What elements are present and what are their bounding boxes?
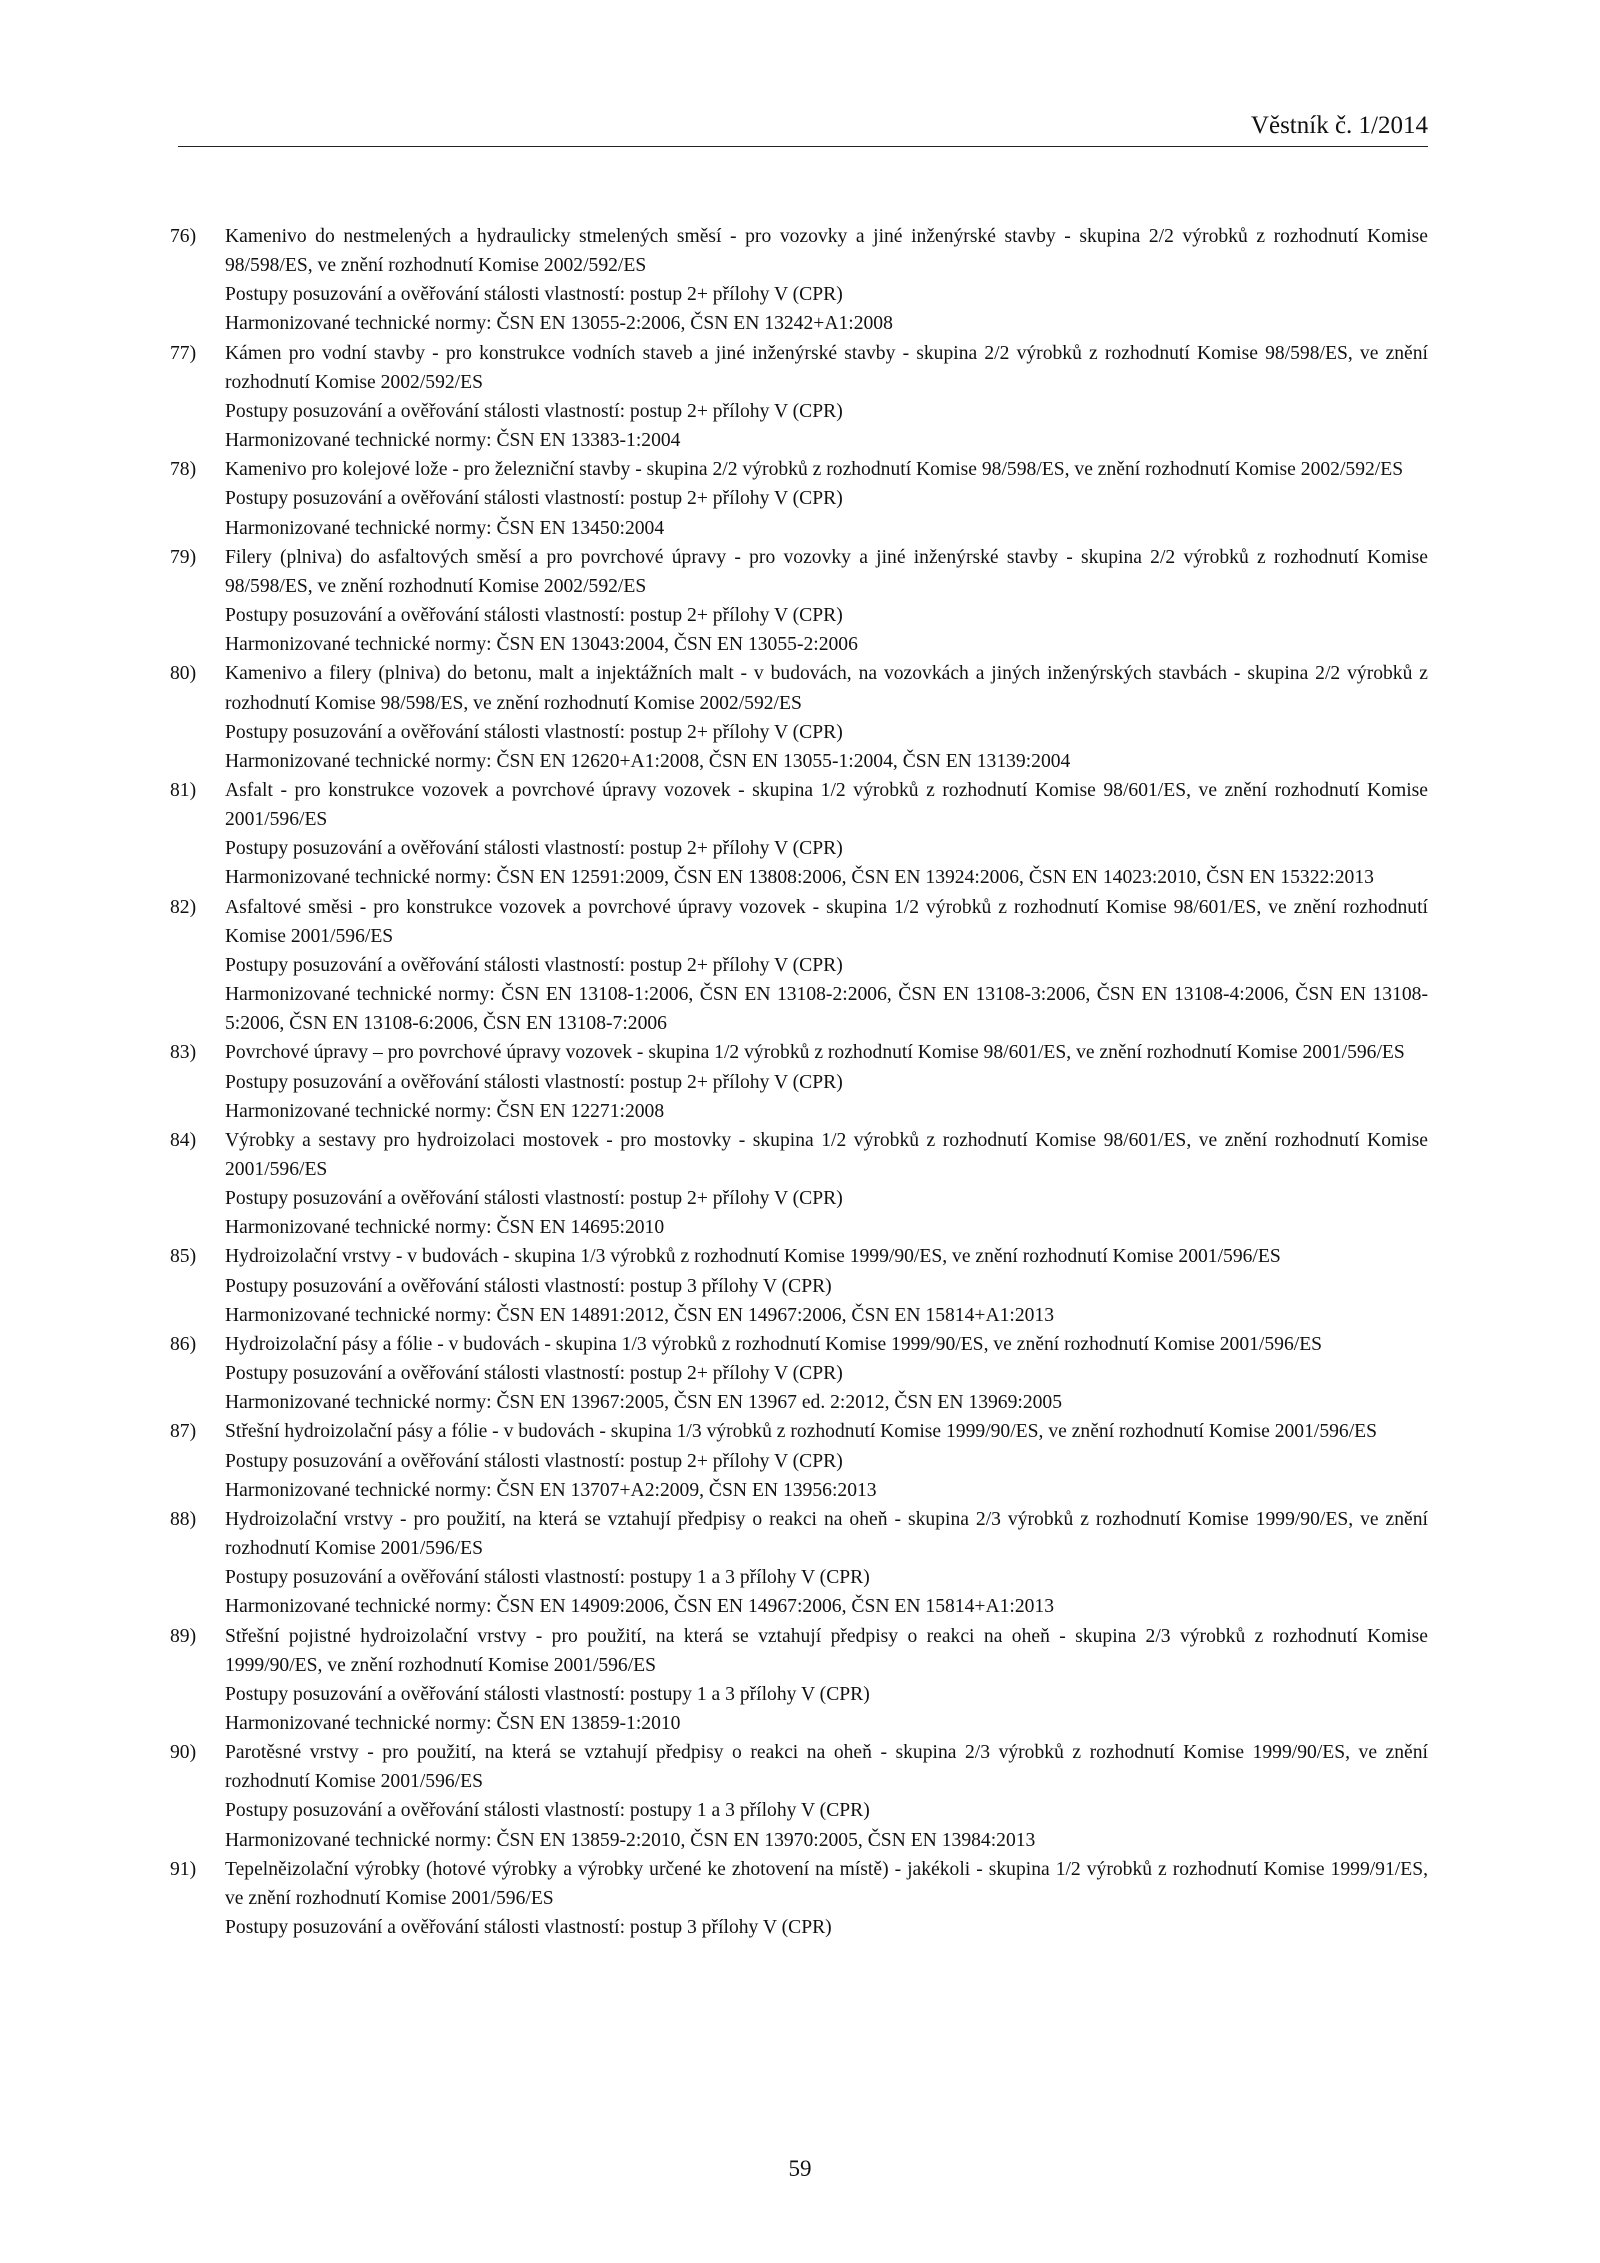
page-header bbox=[178, 110, 1428, 147]
item-number: 81) bbox=[170, 779, 197, 801]
item-number: 91) bbox=[170, 1858, 197, 1880]
item-procedure: Postupy posuzování a ověřování stálosti vlastností: postup 2+ přílohy V (CPR) bbox=[225, 1071, 843, 1093]
item-procedure: Postupy posuzování a ověřování stálosti vlastností: postup 2+ přílohy V (CPR) bbox=[225, 1450, 843, 1472]
list-item bbox=[170, 1622, 1428, 1739]
item-description: Hydroizolační vrstvy - pro použití, na která se vztahují předpisy o reakci na oheň - skupina 2/3 výrobků z rozhodnutí Komise 1999/90/ES, ve znění rozhodnutí Komise 2001/596/ES bbox=[225, 1508, 1428, 1560]
journal-title: Věstník č. 1/2014 bbox=[1250, 112, 1428, 139]
product-list bbox=[170, 222, 1428, 1942]
item-description: Filery (plniva) do asfaltových směsí a pro povrchové úpravy - pro vozovky a jiné inženýrské stavby - skupina 2/2 výrobků z rozhodnutí Komise 98/598/ES, ve znění rozhodnutí Komise 2002/592/ES bbox=[225, 546, 1428, 597]
item-number: 89) bbox=[170, 1625, 197, 1647]
item-standards: Harmonizované technické normy: ČSN EN 13707+A2:2009, ČSN EN 13956:2013 bbox=[225, 1479, 877, 1501]
item-description: Asfaltové směsi - pro konstrukce vozovek a povrchové úpravy vozovek - skupina 1/2 výrobků z rozhodnutí Komise 98/601/ES, ve znění rozhodnutí Komise 2001/596/ES bbox=[225, 896, 1428, 947]
list-item bbox=[170, 1417, 1428, 1504]
item-procedure: Postupy posuzování a ověřování stálosti vlastností: postupy 1 a 3 přílohy V (CPR) bbox=[225, 1800, 870, 1822]
item-procedure: Postupy posuzování a ověřování stálosti vlastností: postup 3 přílohy V (CPR) bbox=[225, 1917, 832, 1939]
item-standards: Harmonizované technické normy: ČSN EN 13450:2004 bbox=[225, 517, 665, 539]
item-description: Tepelněizolační výrobky (hotové výrobky a výrobky určené ke zhotovení na místě) - jakékoli - skupina 1/2 výrobků z rozhodnutí Komise 1999/91/ES, ve znění rozhodnutí Komise 2001/596/ES bbox=[225, 1858, 1428, 1909]
item-description: Střešní hydroizolační pásy a fólie - v budovách - skupina 1/3 výrobků z rozhodnutí Komise 1999/90/ES, ve znění rozhodnutí Komise 2001/596/ES bbox=[225, 1421, 1378, 1443]
list-item bbox=[170, 339, 1428, 456]
item-procedure: Postupy posuzování a ověřování stálosti vlastností: postup 2+ přílohy V (CPR) bbox=[225, 605, 843, 627]
list-item bbox=[170, 1855, 1428, 1942]
item-procedure: Postupy posuzování a ověřování stálosti vlastností: postup 2+ přílohy V (CPR) bbox=[225, 488, 843, 510]
list-item bbox=[170, 659, 1428, 776]
item-number: 77) bbox=[170, 342, 197, 364]
item-description: Výrobky a sestavy pro hydroizolaci mostovek - pro mostovky - skupina 1/2 výrobků z rozhodnutí Komise 98/601/ES, ve znění rozhodnutí Komise 2001/596/ES bbox=[225, 1129, 1428, 1180]
item-description: Kamenivo pro kolejové lože - pro železniční stavby - skupina 2/2 výrobků z rozhodnutí Komise 98/598/ES, ve znění rozhodnutí Komise 2002/592/ES bbox=[225, 459, 1404, 481]
item-procedure: Postupy posuzování a ověřování stálosti vlastností: postup 2+ přílohy V (CPR) bbox=[225, 284, 843, 306]
list-item bbox=[170, 1330, 1428, 1417]
item-standards: Harmonizované technické normy: ČSN EN 14695:2010 bbox=[225, 1217, 665, 1239]
list-item bbox=[170, 222, 1428, 339]
item-standards: Harmonizované technické normy: ČSN EN 12591:2009, ČSN EN 13808:2006, ČSN EN 13924:2006, ČSN EN 14023:2010, ČSN EN 15322:2013 bbox=[225, 867, 1374, 889]
item-number: 79) bbox=[170, 546, 197, 568]
item-number: 80) bbox=[170, 663, 197, 685]
item-number: 78) bbox=[170, 459, 197, 481]
item-procedure: Postupy posuzování a ověřování stálosti vlastností: postup 2+ přílohy V (CPR) bbox=[225, 400, 843, 422]
item-procedure: Postupy posuzování a ověřování stálosti vlastností: postupy 1 a 3 přílohy V (CPR) bbox=[225, 1683, 870, 1705]
item-description: Kamenivo a filery (plniva) do betonu, malt a injektážních malt - v budovách, na vozovkách a jiných inženýrských stavbách - skupina 2/2 výrobků z rozhodnutí Komise 98/598/ES, ve znění rozhodnutí Komise 2002/592/ES bbox=[225, 663, 1428, 714]
item-procedure: Postupy posuzování a ověřování stálosti vlastností: postup 2+ přílohy V (CPR) bbox=[225, 838, 843, 860]
item-standards: Harmonizované technické normy: ČSN EN 13383-1:2004 bbox=[225, 430, 681, 452]
item-description: Kámen pro vodní stavby - pro konstrukce vodních staveb a jiné inženýrské stavby - skupina 2/2 výrobků z rozhodnutí Komise 98/598/ES, ve znění rozhodnutí Komise 2002/592/ES bbox=[225, 342, 1428, 393]
item-procedure: Postupy posuzování a ověřování stálosti vlastností: postupy 1 a 3 přílohy V (CPR) bbox=[225, 1567, 870, 1589]
item-standards: Harmonizované technické normy: ČSN EN 12271:2008 bbox=[225, 1100, 665, 1122]
item-number: 90) bbox=[170, 1742, 197, 1764]
item-description: Střešní pojistné hydroizolační vrstvy - pro použití, na která se vztahují předpisy o reakci na oheň - skupina 2/3 výrobků z rozhodnutí Komise 1999/90/ES, ve znění rozhodnutí Komise 2001/596/ES bbox=[225, 1625, 1428, 1676]
item-number: 82) bbox=[170, 896, 197, 918]
list-item bbox=[170, 543, 1428, 660]
item-number: 87) bbox=[170, 1421, 197, 1443]
item-description: Hydroizolační pásy a fólie - v budovách - skupina 1/3 výrobků z rozhodnutí Komise 1999/90/ES, ve znění rozhodnutí Komise 2001/596/ES bbox=[225, 1333, 1323, 1355]
item-standards: Harmonizované technické normy: ČSN EN 13055-2:2006, ČSN EN 13242+A1:2008 bbox=[225, 313, 893, 335]
item-description: Povrchové úpravy – pro povrchové úpravy vozovek - skupina 1/2 výrobků z rozhodnutí Komise 98/601/ES, ve znění rozhodnutí Komise 2001/596/ES bbox=[225, 1042, 1405, 1064]
item-number: 86) bbox=[170, 1333, 197, 1355]
item-number: 88) bbox=[170, 1508, 197, 1530]
item-procedure: Postupy posuzování a ověřování stálosti vlastností: postup 2+ přílohy V (CPR) bbox=[225, 1363, 843, 1385]
item-procedure: Postupy posuzování a ověřování stálosti vlastností: postup 2+ přílohy V (CPR) bbox=[225, 954, 843, 976]
list-item bbox=[170, 1242, 1428, 1329]
item-procedure: Postupy posuzování a ověřování stálosti vlastností: postup 3 přílohy V (CPR) bbox=[225, 1275, 832, 1297]
item-standards: Harmonizované technické normy: ČSN EN 14909:2006, ČSN EN 14967:2006, ČSN EN 15814+A1:2013 bbox=[225, 1596, 1055, 1618]
list-item bbox=[170, 1505, 1428, 1622]
list-item bbox=[170, 1126, 1428, 1243]
item-description: Asfalt - pro konstrukce vozovek a povrchové úpravy vozovek - skupina 1/2 výrobků z rozhodnutí Komise 98/601/ES, ve znění rozhodnutí Komise 2001/596/ES bbox=[225, 779, 1428, 831]
item-description: Hydroizolační vrstvy - v budovách - skupina 1/3 výrobků z rozhodnutí Komise 1999/90/ES, ve znění rozhodnutí Komise 2001/596/ES bbox=[225, 1246, 1281, 1268]
item-standards: Harmonizované technické normy: ČSN EN 13859-1:2010 bbox=[225, 1712, 681, 1734]
item-standards: Harmonizované technické normy: ČSN EN 12620+A1:2008, ČSN EN 13055-1:2004, ČSN EN 13139:2004 bbox=[225, 750, 1071, 772]
item-standards: Harmonizované technické normy: ČSN EN 13108-1:2006, ČSN EN 13108-2:2006, ČSN EN 13108-3:2006, ČSN EN 13108-4:2006, ČSN EN 13108-5:2006, ČSN EN 13108-6:2006, ČSN EN 13108-7:2006 bbox=[225, 984, 1428, 1035]
list-item bbox=[170, 893, 1428, 1039]
list-item bbox=[170, 1038, 1428, 1125]
item-number: 83) bbox=[170, 1042, 197, 1064]
item-standards: Harmonizované technické normy: ČSN EN 13043:2004, ČSN EN 13055-2:2006 bbox=[225, 634, 858, 656]
list-item bbox=[170, 1738, 1428, 1855]
page-number: 59 bbox=[788, 2156, 812, 2181]
item-number: 84) bbox=[170, 1129, 197, 1151]
item-description: Kamenivo do nestmelených a hydraulicky stmelených směsí - pro vozovky a jiné inženýrské stavby - skupina 2/2 výrobků z rozhodnutí Komise 98/598/ES, ve znění rozhodnutí Komise 2002/592/ES bbox=[225, 226, 1428, 277]
item-procedure: Postupy posuzování a ověřování stálosti vlastností: postup 2+ přílohy V (CPR) bbox=[225, 721, 843, 743]
item-standards: Harmonizované technické normy: ČSN EN 14891:2012, ČSN EN 14967:2006, ČSN EN 15814+A1:2013 bbox=[225, 1304, 1055, 1326]
item-standards: Harmonizované technické normy: ČSN EN 13967:2005, ČSN EN 13967 ed. 2:2012, ČSN EN 13969:2005 bbox=[225, 1392, 1063, 1414]
item-number: 76) bbox=[170, 226, 197, 247]
item-standards: Harmonizované technické normy: ČSN EN 13859-2:2010, ČSN EN 13970:2005, ČSN EN 13984:2013 bbox=[225, 1829, 1036, 1851]
list-item bbox=[170, 776, 1428, 893]
item-description: Parotěsné vrstvy - pro použití, na která se vztahují předpisy o reakci na oheň - skupina 2/3 výrobků z rozhodnutí Komise 1999/90/ES, ve znění rozhodnutí Komise 2001/596/ES bbox=[225, 1742, 1428, 1793]
item-procedure: Postupy posuzování a ověřování stálosti vlastností: postup 2+ přílohy V (CPR) bbox=[225, 1188, 843, 1210]
list-item bbox=[170, 455, 1428, 542]
item-number: 85) bbox=[170, 1246, 197, 1268]
